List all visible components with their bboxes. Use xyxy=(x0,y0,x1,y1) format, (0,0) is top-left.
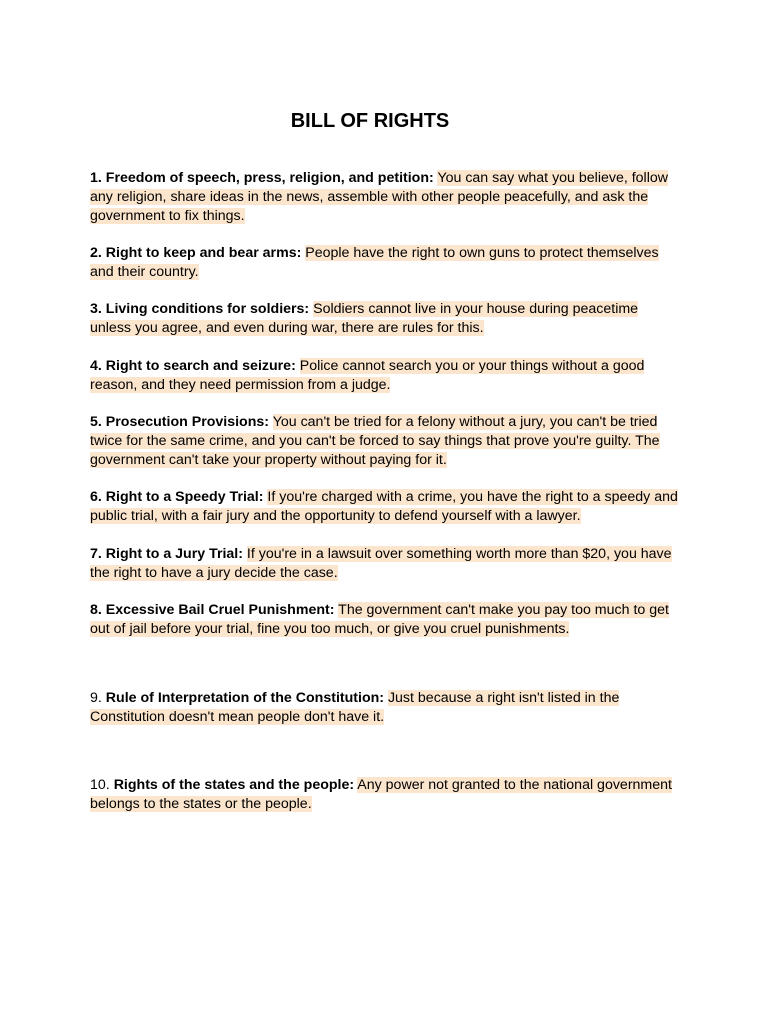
amendment-number: 4. xyxy=(90,358,102,374)
amendment-text: If you're charged with a crime, you have the right to a speedy and public trial, with a fair jury and the opportunity to defend yourself with a lawyer. xyxy=(90,489,678,525)
amendment-heading: Rule of Interpretation of the Constitution: xyxy=(105,690,384,706)
amendment-heading: Excessive Bail Cruel Punishment: xyxy=(105,602,335,618)
amendment-heading: Freedom of speech, press, religion, and petition: xyxy=(105,170,434,186)
amendment-4 xyxy=(90,357,682,395)
amendment-heading: Living conditions for soldiers: xyxy=(105,301,310,317)
amendment-text: Just because a right isn't listed in the Constitution doesn't mean people don't have it. xyxy=(90,690,620,726)
amendment-number: 1. xyxy=(90,170,102,186)
amendment-number: 2. xyxy=(90,245,102,261)
amendment-5 xyxy=(90,413,682,471)
amendment-heading: Right to keep and bear arms: xyxy=(105,245,302,261)
amendment-text: Police cannot search you or your things without a good reason, and they need permission from a judge. xyxy=(90,358,645,394)
amendment-heading: Right to a Jury Trial: xyxy=(105,546,243,562)
document-title: BILL OF RIGHTS xyxy=(290,110,450,132)
amendment-heading: Right to search and seizure: xyxy=(105,358,296,374)
amendment-text: Soldiers cannot live in your house during peacetime unless you agree, and even during war, there are rules for this. xyxy=(90,301,639,337)
amendment-text: You can't be tried for a felony without a jury, you can't be tried twice for the same crime, and you can't be forced to say things that prove you're guilty. The government can't take your property without paying for it. xyxy=(90,414,660,469)
amendment-text: The government can't make you pay too much to get out of jail before your trial, fine you too much, or give you cruel punishments. xyxy=(90,602,669,638)
amendment-8 xyxy=(90,601,682,639)
amendment-heading: Rights of the states and the people: xyxy=(113,777,355,793)
amendment-9 xyxy=(90,689,682,727)
amendment-heading: Right to a Speedy Trial: xyxy=(105,489,264,505)
amendment-text: You can say what you believe, follow any religion, share ideas in the news, assemble with other people peacefully, and ask the government to fix things. xyxy=(90,170,668,225)
amendment-3 xyxy=(90,300,682,338)
amendment-10 xyxy=(90,776,682,814)
amendment-number: 5. xyxy=(90,414,102,430)
amendment-number: 6. xyxy=(90,489,102,505)
amendment-number: 10. xyxy=(90,777,110,793)
amendment-number: 8. xyxy=(90,602,102,618)
amendment-number: 9. xyxy=(90,690,102,706)
amendment-heading: Prosecution Provisions: xyxy=(105,414,269,430)
amendment-7 xyxy=(90,545,682,583)
amendment-number: 7. xyxy=(90,546,102,562)
amendment-text: Any power not granted to the national government belongs to the states or the people. xyxy=(90,777,672,813)
amendment-6 xyxy=(90,488,682,526)
amendment-text: If you're in a lawsuit over something worth more than $20, you have the right to have a jury decide the case. xyxy=(90,546,672,582)
amendment-2 xyxy=(90,244,682,282)
amendment-text: People have the right to own guns to protect themselves and their country. xyxy=(90,245,659,281)
amendment-1 xyxy=(90,169,682,227)
amendment-number: 3. xyxy=(90,301,102,317)
